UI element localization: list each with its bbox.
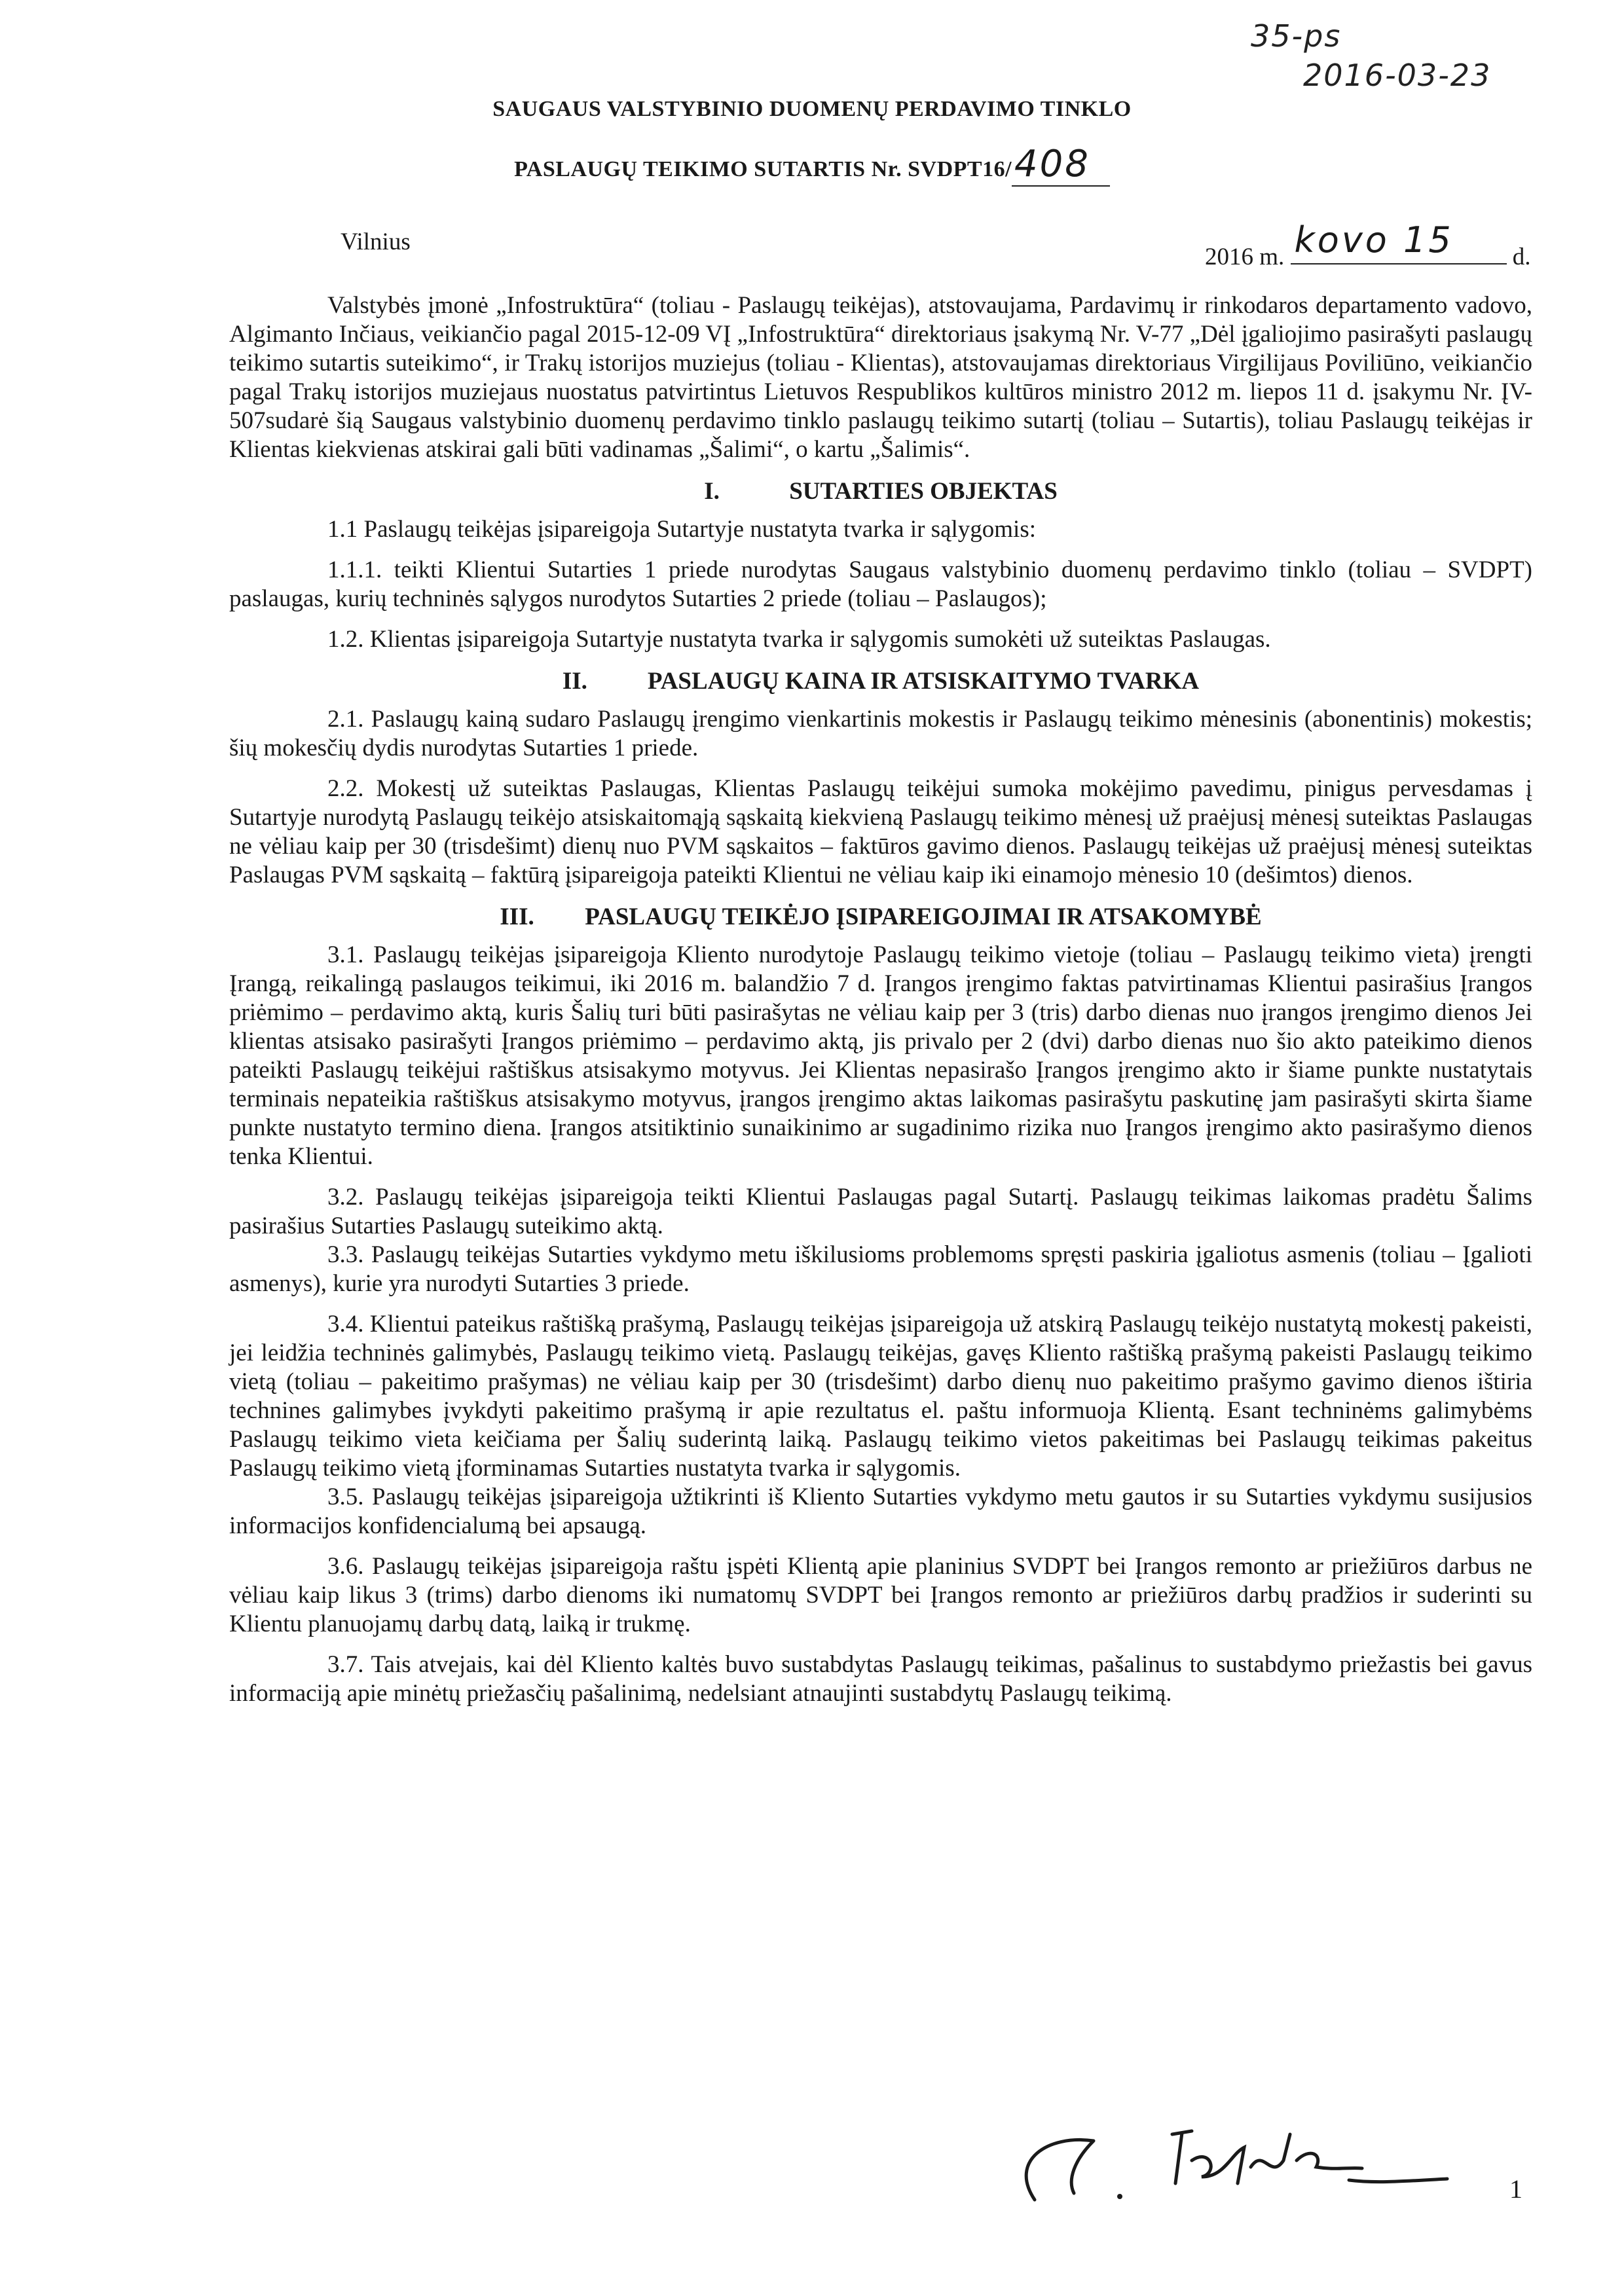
date-blank xyxy=(1291,219,1507,264)
section-number: III. xyxy=(500,903,534,930)
section-number: I. xyxy=(704,478,720,505)
clause-3-6: 3.6. Paslaugų teikėjas įsipareigoja raštu įspėti Klientą apie planinius SVDPT bei Įrangos remonto ar priežiūros darbus ne vėliau kaip likus 3 (trims) darbo dienoms iki numatomų SVDPT bei Įrangos remonto ar priežiūros darbų pradžios ir suderinti su Klientu planuojamų darbų datą, laiką ir trukmę. xyxy=(229,1553,1532,1637)
date-prefix: 2016 m. xyxy=(1205,244,1285,270)
signature-scribble xyxy=(995,2121,1493,2219)
clause-1-1-1: 1.1.1. teikti Klientui Sutarties 1 priede nurodytas Saugaus valstybinio duomenų perdavimo tinklo (toliau – SVDPT) paslaugas, kurių techninės sąlygos nurodytos Sutarties 2 priede (toliau – Paslaugos); xyxy=(229,556,1532,612)
section-title: SUTARTIES OBJEKTAS xyxy=(789,478,1058,505)
clause-3-4: 3.4. Klientui pateikus raštišką prašymą, Paslaugų teikėjas įsipareigoja už atskirą Paslaugų teikėjo nustatytą mokestį pakeisti, jei leidžia techninės galimybės, Paslaugų teikimo vietą. Paslaugų teikėjas, gavęs Kliento raštišką prašymą pakeisti Paslaugų teikimo vietą (toliau – pakeitimo prašymas) ne vėliau kaip per 30 (trisdešimt) darbo dienų nuo pakeitimo prašymo gavimo dienos ištiria technines galimybes įvykdyti pakeitimo prašymą ir apie rezultatus el. paštu informuoja Klientą. Esant techninėms galimybėms Paslaugų teikimo vieta keičiama per Šalių suderintą laiką. Paslaugų teikimo vietos pakeitimas bei Paslaugų teikimas pakeitus Paslaugų teikimo vietą įforminamas Sutarties nustatyta tvarka ir sąlygomis. xyxy=(229,1311,1532,1482)
clause-1-1: 1.1 Paslaugų teikėjas įsipareigoja Sutartyje nustatyta tvarka ir sąlygomis: xyxy=(327,516,1037,543)
contract-number-handwritten: 408 xyxy=(1012,143,1110,187)
section-title: PASLAUGŲ TEIKĖJO ĮSIPAREIGOJIMAI IR ATSAKOMYBĖ xyxy=(585,903,1262,930)
section-title: PASLAUGŲ KAINA IR ATSISKAITYMO TVARKA xyxy=(647,668,1200,695)
page-number: 1 xyxy=(1509,2174,1522,2204)
clause-3-2: 3.2. Paslaugų teikėjas įsipareigoja teikti Klientui Paslaugas pagal Sutartį. Paslaugų teikimas laikomas pradėtu Šalims pasirašius Sutarties Paslaugų suteikimo aktą. xyxy=(229,1184,1532,1239)
section-heading-3 xyxy=(229,903,1532,932)
date-suffix: d. xyxy=(1512,244,1531,270)
registration-note-line2: 2016-03-23 xyxy=(1303,58,1492,93)
clause-1-2: 1.2. Klientas įsipareigoja Sutartyje nustatyta tvarka ir sąlygomis sumokėti už suteiktas Paslaugas. xyxy=(327,626,1271,653)
contract-title-line2 xyxy=(0,143,1624,185)
clause-3-5: 3.5. Paslaugų teikėjas įsipareigoja užtikrinti iš Kliento Sutarties vykdymo metu gautos ir su Sutarties vykdymu susijusios informacijos konfidencialumą bei apsaugą. xyxy=(229,1484,1532,1539)
contract-place: Vilnius xyxy=(341,228,411,255)
section-heading-2 xyxy=(229,667,1532,696)
contract-title-prefix: PASLAUGŲ TEIKIMO SUTARTIS Nr. SVDPT16/ xyxy=(514,157,1012,181)
date-handwritten: kovo 15 xyxy=(1294,219,1454,261)
clause-3-7: 3.7. Tais atvejais, kai dėl Kliento kaltės buvo sustabdytas Paslaugų teikimas, pašalinus to sustabdymo priežastis bei gavus informaciją apie minėtų priežasčių pašalinimą, nedelsiant atnaujinti sustabdytų Paslaugų teikimą. xyxy=(229,1651,1532,1707)
section-number: II. xyxy=(562,668,587,695)
contract-date xyxy=(1205,219,1531,271)
contract-title-line1: SAUGAUS VALSTYBINIO DUOMENŲ PERDAVIMO TINKLO xyxy=(492,97,1132,121)
clause-2-1: 2.1. Paslaugų kainą sudaro Paslaugų įrengimo vienkartinis mokestis ir Paslaugų teikimo mėnesinis (abonentinis) mokestis; šių mokesčių dydis nurodytas Sutarties 1 priede. xyxy=(229,706,1532,761)
clause-3-1: 3.1. Paslaugų teikėjas įsipareigoja Kliento nurodytoje Paslaugų teikimo vietoje (toliau – Paslaugų teikimo vieta) įrengti Įrangą, reikalingą paslaugos teikimui, iki 2016 m. balandžio 7 d. Įrangos įrengimo faktas patvirtinamas Klientui pasirašius Įrangos priėmimo – perdavimo aktą, kuris Šalių turi būti pasirašytas ne vėliau kaip per 3 (tris) darbo dienas nuo įrangos įrengimo dienos Jei klientas atsisako pasirašyti Įrangos priėmimo – perdavimo aktą, jis privalo per 2 (dvi) darbo dienas nuo šio akto pateikimo dienos pateikti Paslaugų teikėjui raštiškus atsisakymo motyvus. Jei Klientas nepasirašo Įrangos įrengimo akto ir šiame punkte nustatytais terminais nepateikia raštiškus atsisakymo motyvus, įrangos įrengimo aktas laikomas pasirašytu paskutinę jam pasirašyti skirta šiame punkte nustatyto termino diena. Įrangos atsitiktinio sunaikinimo ar sugadinimo rizika nuo Įrangos įrengimo akto pasirašymo dienos tenka Klientui. xyxy=(229,941,1532,1170)
clause-2-2: 2.2. Mokestį už suteiktas Paslaugas, Klientas Paslaugų teikėjui sumoka mokėjimo pavedimu, pinigus pervesdamas į Sutartyje nurodytą Paslaugų teikėjo atsiskaitomąją sąskaitą kiekvieną Paslaugų teikimo mėnesį už praėjusį mėnesį suteiktas Paslaugas ne vėliau kaip per 30 (trisdešimt) dienų nuo PVM sąskaitos – faktūros gavimo dienos. Paslaugų teikėjas už praėjusį mėnesį suteiktas Paslaugas PVM sąskaitą – faktūrą įsipareigoja pateikti Klientui ne vėliau kaip iki einamojo mėnesio 10 (dešimtos) dienos. xyxy=(229,775,1532,888)
contract-body xyxy=(229,291,1532,1708)
registration-note-line1: 35-ps xyxy=(1251,18,1342,54)
clause-3-3: 3.3. Paslaugų teikėjas Sutarties vykdymo metu iškilusioms problemoms spręsti paskiria įgaliotus asmenis (toliau – Įgalioti asmenys), kurie yra nurodyti Sutarties 3 priede. xyxy=(229,1241,1532,1297)
section-heading-1 xyxy=(229,477,1532,506)
intro-paragraph: Valstybės įmonė „Infostruktūra“ (toliau - Paslaugų teikėjas), atstovaujama, Pardavimų ir rinkodaros departamento vadovo, Algimanto Inčiaus, veikiančio pagal 2015-12-09 VĮ „Infostruktūra“ direktoriaus įsakymą Nr. V-77 „Dėl įgaliojimo pasirašyti paslaugų teikimo sutartis suteikimo“, ir Trakų istorijos muziejus (toliau - Klientas), atstovaujamas direktoriaus Virgilijaus Poviliūno, veikiančio pagal Trakų istorijos muziejaus nuostatus patvirtintus Lietuvos Respublikos kultūros ministro 2012 m. liepos 11 d. įsakymu Nr. ĮV-507sudarė šią Saugaus valstybinio duomenų perdavimo tinklo paslaugų teikimo sutartį (toliau – Sutartis), toliau Paslaugų teikėjas ir Klientas kiekvienas atskirai gali būti vadinamas „Šalimi“, o kartu „Šalimis“. xyxy=(229,292,1532,463)
